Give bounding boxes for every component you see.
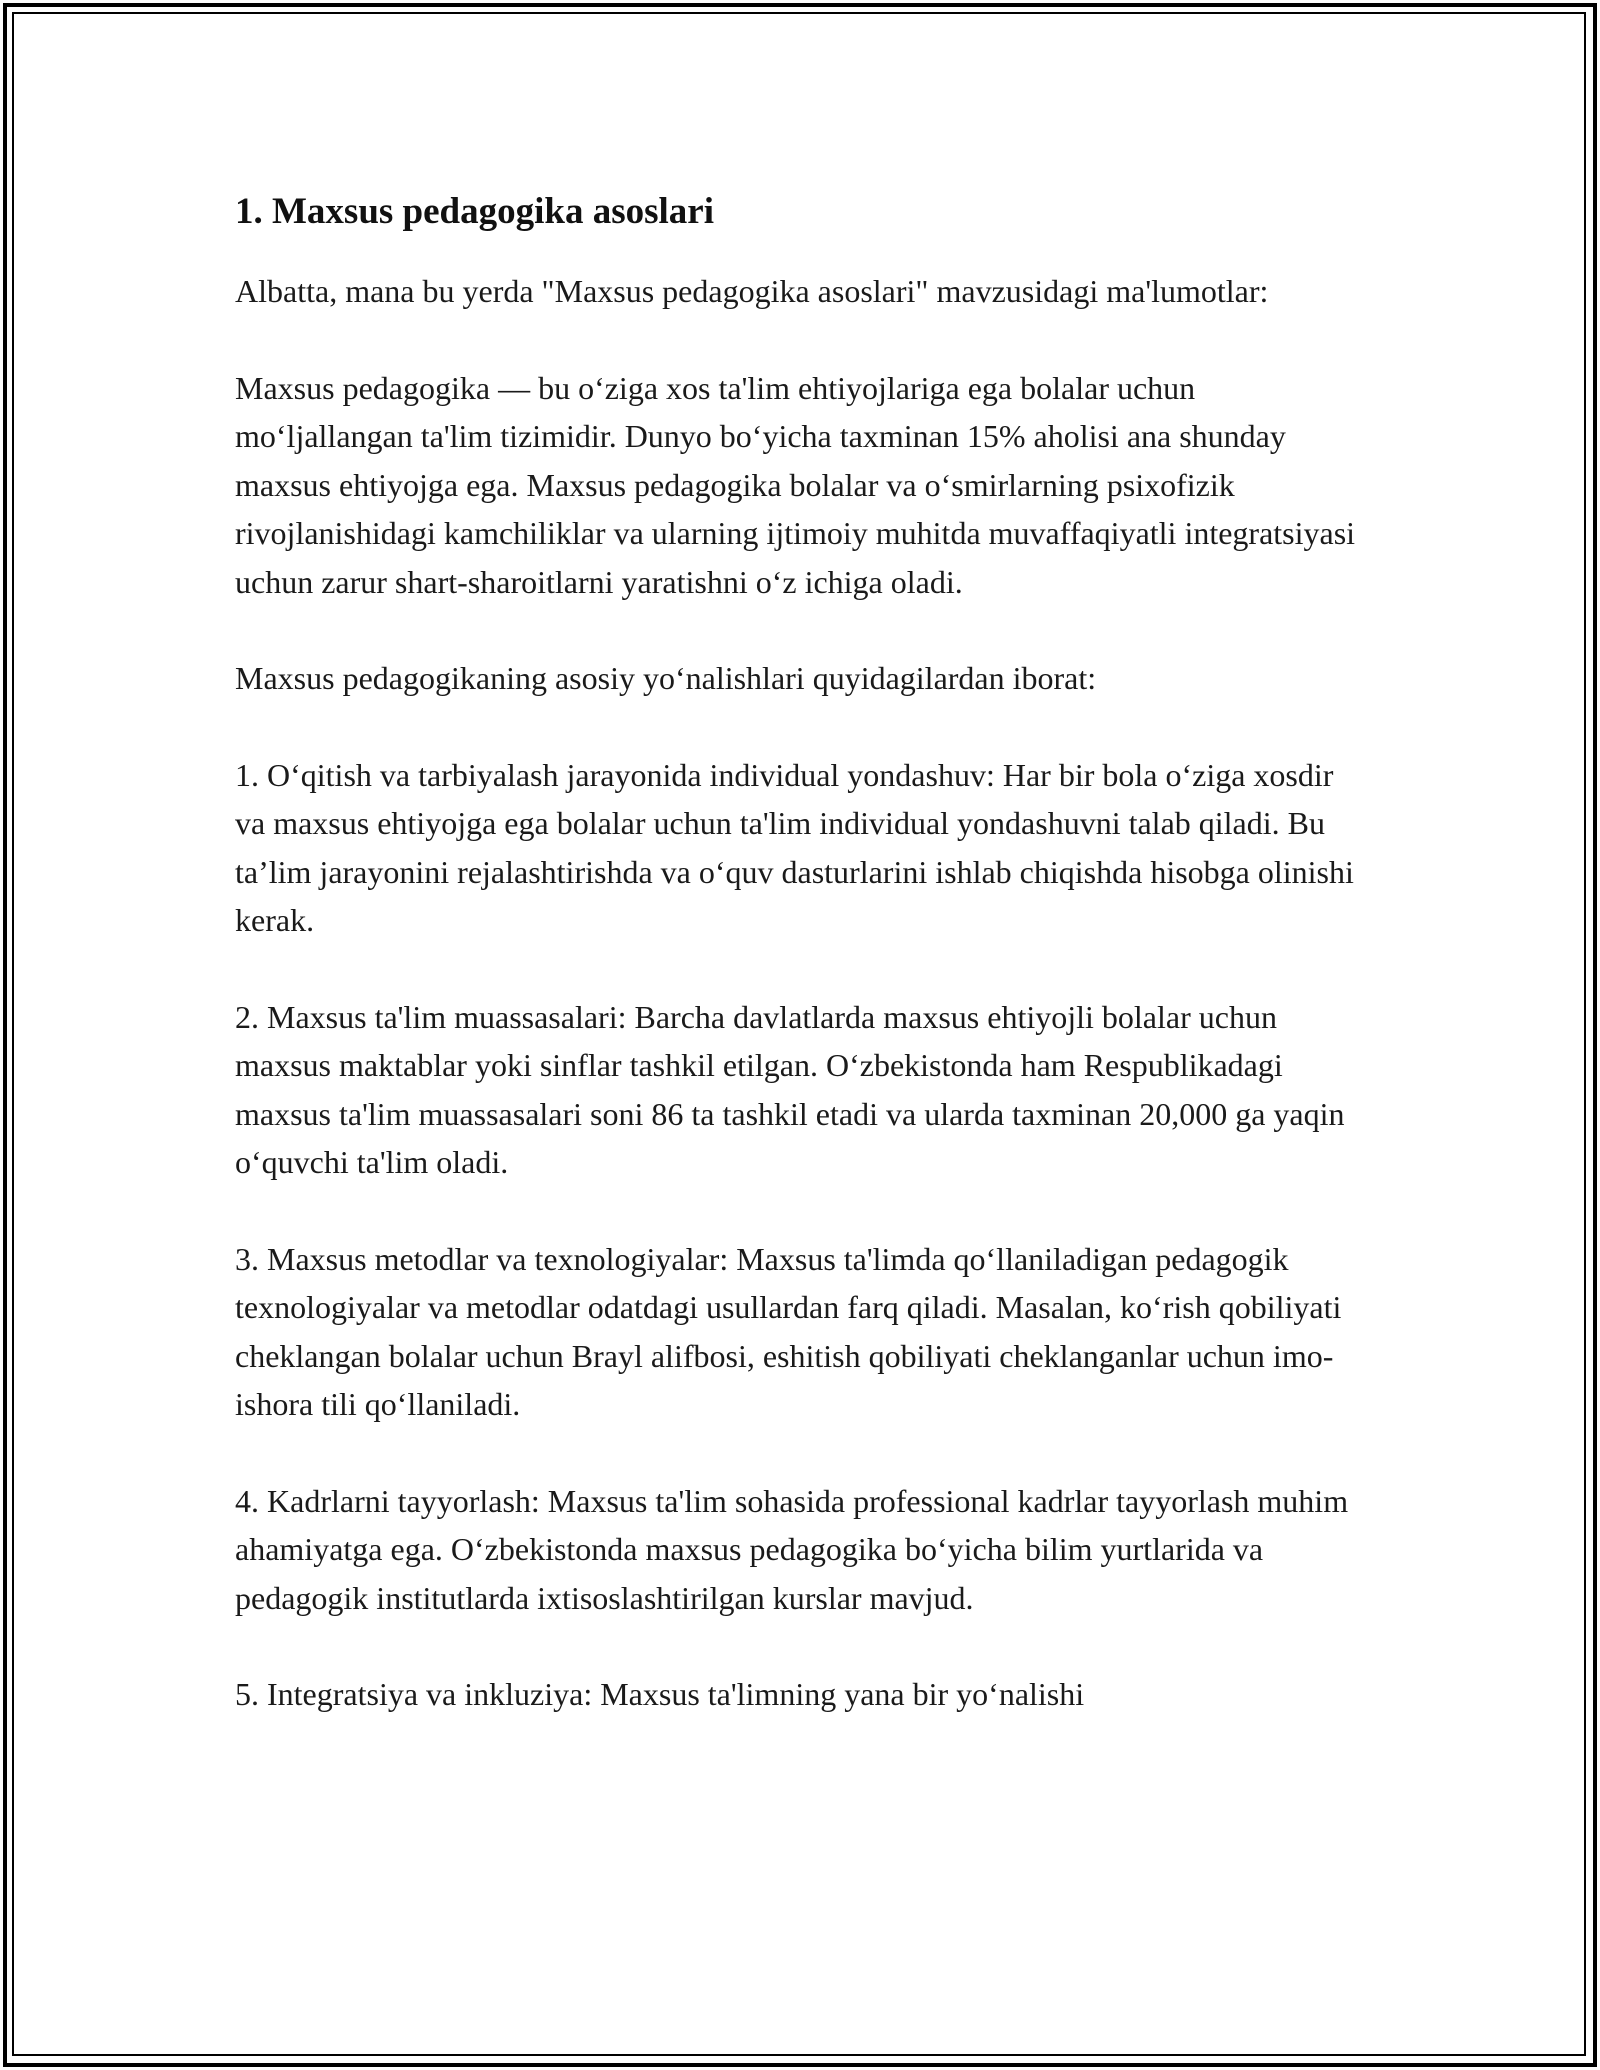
document-page (235, 185, 1365, 1719)
list-item-5: 5. Integratsiya va inkluziya: Maxsus ta'limning yana bir yo‘nalishi (235, 1676, 1085, 1712)
list-item-2: 2. Maxsus ta'lim muassasalari: Barcha davlatlarda maxsus ehtiyojli bolalar uchun maxsus maktablar yoki sinflar tashkil etilgan. O‘zbekistonda ham Respublikadagi maxsus ta'lim muassasalari soni 86 ta tashkil etadi va ularda taxminan 20,000 ga yaqin o‘quvchi ta'lim oladi. (235, 998, 1345, 1180)
document-title: 1. Maxsus pedagogika asoslari (235, 191, 715, 232)
paragraph-definition: Maxsus pedagogika — bu o‘ziga xos ta'lim ehtiyojlariga ega bolalar uchun mo‘ljallangan ta'lim tizimidir. Dunyo bo‘yicha taxminan 15% aholisi ana shunday maxsus ehtiyojga ega. Maxsus pedagogika bolalar va o‘smirlarning psixofizik rivojlanishidagi kamchiliklar va ularning ijtimoiy muhitda muvaffaqiyatli integratsiyasi uchun zarur shart-sharoitlarni yaratishni o‘z ichiga oladi. (235, 369, 1356, 600)
list-item-4: 4. Kadrlarni tayyorlash: Maxsus ta'lim sohasida professional kadrlar tayyorlash muhim ahamiyatga ega. O‘zbekistonda maxsus pedagogika bo‘yicha bilim yurtlarida va pedagogik institutlarda ixtisoslashtirilgan kurslar mavjud. (235, 1482, 1349, 1616)
list-item-1: 1. O‘qitish va tarbiyalash jarayonida individual yondashuv: Har bir bola o‘ziga xosdir va maxsus ehtiyojga ega bolalar uchun ta'lim individual yondashuvni talab qiladi. Bu ta’lim jarayonini rejalashtirishda va o‘quv dasturlarini ishlab chiqishda hisobga olinishi kerak. (235, 756, 1354, 938)
paragraph-intro: Albatta, mana bu yerda "Maxsus pedagogika asoslari" mavzusidagi ma'lumotlar: (235, 273, 1269, 309)
paragraph-directions-intro: Maxsus pedagogikaning asosiy yo‘nalishlari quyidagilardan iborat: (235, 660, 1097, 696)
list-item-3: 3. Maxsus metodlar va texnologiyalar: Maxsus ta'limda qo‘llaniladigan pedagogik texnologiyalar va metodlar odatdagi usullardan farq qiladi. Masalan, ko‘rish qobiliyati cheklangan bolalar uchun Brayl alifbosi, eshitish qobiliyati cheklanganlar uchun imo-ishora tili qo‘llaniladi. (235, 1240, 1342, 1422)
